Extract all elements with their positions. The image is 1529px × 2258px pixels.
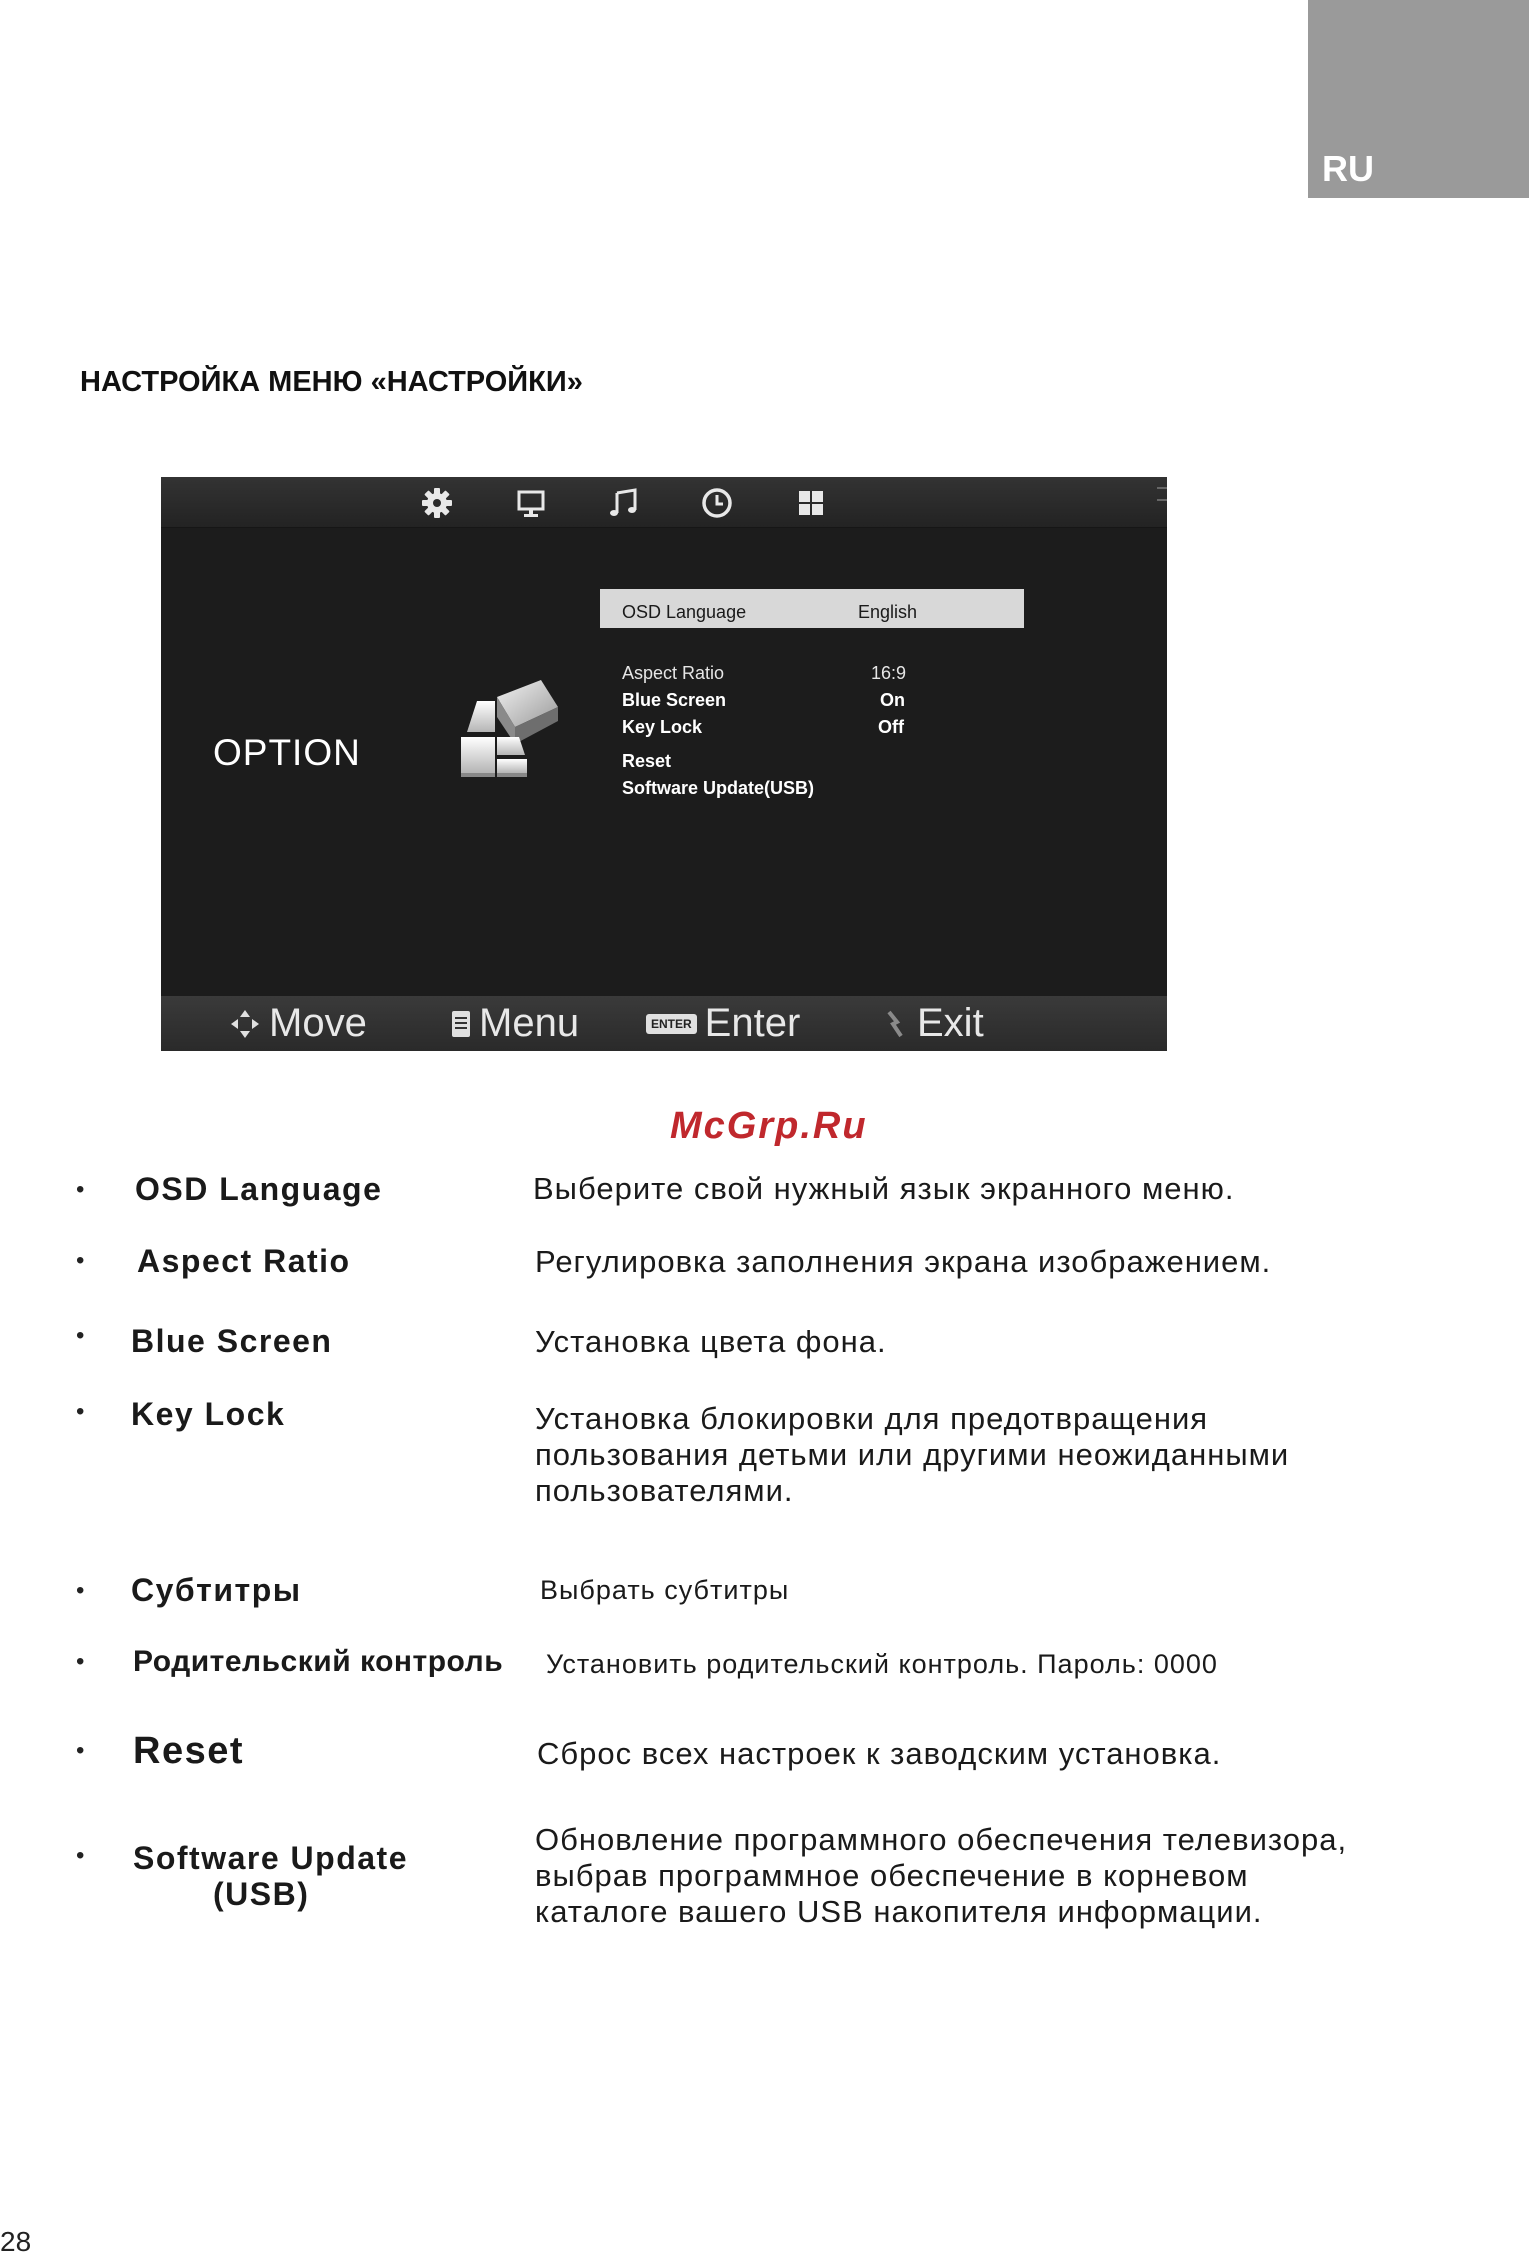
item-desc: Установить родительский контроль. Пароль: 0000 [546,1649,1218,1679]
osd-row-label[interactable]: Software Update(USB) [622,778,815,798]
osd-row-label[interactable]: Reset [622,751,672,771]
item-desc: Сброс всех настроек к заводским установка. [537,1736,1222,1771]
hint-move-label: Move [269,1001,367,1045]
page-number: 28 [0,2226,32,2257]
item-term: Субтитры [131,1572,302,1608]
osd-tab-bar [161,477,1167,528]
gear-icon[interactable] [419,485,455,521]
osd-row-value: Off [878,717,904,737]
item-desc: Выберите свой нужный язык экранного меню. [533,1171,1235,1206]
item-desc: Установка цвета фона. [535,1324,887,1359]
item-term: Reset [133,1730,244,1772]
item-term-line: Software Update [133,1840,408,1876]
item-term: Key Lock [131,1396,286,1432]
bullet: • [76,1577,85,1604]
item-term-line: (USB) [213,1876,310,1912]
item-term [133,1840,408,1912]
item-desc-line: пользования детьми или другими неожиданными [535,1437,1290,1472]
grid-icon[interactable] [793,485,829,521]
enter-key-icon: ENTER [646,1014,697,1034]
osd-menu-title: OPTION [213,732,361,773]
bullet: • [76,1737,85,1764]
monitor-icon[interactable] [513,485,549,521]
hint-move [229,1000,367,1047]
bullet: • [76,1247,85,1274]
osd-hint-bar [161,996,1167,1051]
clock-icon[interactable] [699,485,735,521]
osd-edge-marks [1157,487,1167,517]
exit-return-icon [883,1008,909,1040]
language-tab [1308,0,1529,198]
item-desc: Выбрать субтитры [540,1575,790,1605]
hint-enter [646,1000,800,1047]
hint-menu-label: Menu [479,1001,580,1045]
item-term: Aspect Ratio [137,1243,351,1279]
item-term: Blue Screen [131,1323,333,1359]
osd-row-value: On [880,690,905,710]
osd-screen [161,477,1167,1051]
hint-enter-label: Enter [704,1001,801,1045]
osd-row-label[interactable]: Key Lock [622,717,703,737]
osd-row-value: English [858,602,918,622]
section-title: НАСТРОЙКА МЕНЮ «НАСТРОЙКИ» [80,366,583,398]
item-desc-line: выбрав программное обеспечение в корневом [535,1858,1249,1893]
osd-row-label[interactable]: Blue Screen [622,690,727,710]
osd-row-value: 16:9 [871,663,907,683]
item-desc [535,1401,1289,1509]
osd-row-label[interactable]: OSD Language [622,602,747,622]
item-desc-line: Обновление программного обеспечения телевизора, [535,1822,1348,1857]
language-tab-label: RU [1322,148,1374,189]
item-desc-line: пользователями. [535,1473,794,1508]
bullet: • [76,1648,85,1675]
item-term: Родительский контроль [133,1645,504,1678]
item-term: OSD Language [135,1171,383,1207]
bullet: • [76,1398,85,1425]
item-desc: Регулировка заполнения экрана изображением. [535,1244,1272,1279]
bullet: • [76,1842,85,1869]
option-blocks-icon [431,677,561,802]
hint-menu [451,1000,579,1047]
watermark: McGrp.Ru [670,1105,868,1147]
hint-exit [883,1000,984,1047]
osd-row-label[interactable]: Aspect Ratio [622,663,725,683]
bullet: • [76,1322,85,1349]
menu-button-icon [451,1009,471,1039]
item-desc-line: каталоге вашего USB накопителя информации. [535,1894,1263,1929]
move-arrows-icon [229,1008,261,1040]
item-desc-line: Установка блокировки для предотвращения [535,1401,1209,1436]
bullet: • [76,1176,85,1203]
item-desc [535,1822,1347,1930]
music-note-icon[interactable] [605,485,641,521]
hint-exit-label: Exit [917,1001,984,1045]
